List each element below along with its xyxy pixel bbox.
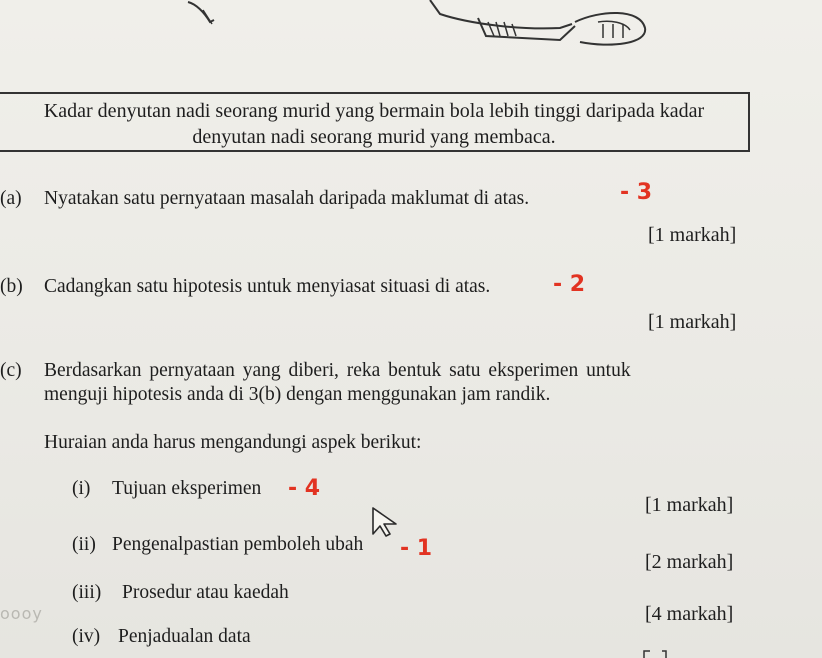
item-iv-text: Penjadualan data <box>118 626 251 647</box>
question-c-line-1: Berdasarkan pernyataan yang diberi, reka bentuk satu eksperimen untuk <box>44 360 631 381</box>
bleed-through-text: oooy <box>0 604 43 623</box>
question-b-label: (b) <box>0 276 23 297</box>
item-ii-label: (ii) <box>72 534 96 555</box>
question-b-text: Cadangkan satu hipotesis untuk menyiasat situasi di atas. <box>44 276 491 297</box>
question-c-line-2: menguji hipotesis anda di 3(b) dengan menggunakan jam randik. <box>44 384 551 405</box>
handwritten-annotation-b: - 2 <box>553 272 586 297</box>
item-iii-text: Prosedur atau kaedah <box>122 582 289 603</box>
item-ii-mark: [2 markah] <box>645 551 734 573</box>
question-a-mark: [1 markah] <box>648 224 737 246</box>
handwritten-annotation-ii: - 1 <box>400 536 433 561</box>
scenario-line-2: denyutan nadi seorang murid yang membaca. <box>192 126 556 148</box>
item-iii-mark: [4 markah] <box>645 603 734 625</box>
scenario-info-box <box>0 92 750 152</box>
handwritten-annotation-i: - 4 <box>288 476 321 501</box>
item-iii-label: (iii) <box>72 582 102 603</box>
item-iv-label: (iv) <box>72 626 101 647</box>
item-i-mark: [1 markah] <box>645 494 734 516</box>
mouse-cursor-icon <box>370 506 404 538</box>
item-i-label: (i) <box>72 478 91 499</box>
scenario-line-1: Kadar denyutan nadi seorang murid yang bermain bola lebih tinggi daripada kadar <box>43 100 705 122</box>
sneaker-and-book-sketch-icon <box>0 0 822 92</box>
question-b-mark: [1 markah] <box>648 311 737 333</box>
question-c-label: (c) <box>0 360 22 381</box>
item-ii-text: Pengenalpastian pemboleh ubah <box>112 534 364 555</box>
question-c-instruction: Huraian anda harus mengandungi aspek berikut: <box>44 432 422 453</box>
item-i-text: Tujuan eksperimen <box>112 478 262 499</box>
question-a-text: Nyatakan satu pernyataan masalah daripada maklumat di atas. <box>44 188 530 209</box>
question-a-label: (a) <box>0 188 22 209</box>
cropped-mark-bracket <box>640 648 670 658</box>
handwritten-annotation-a: - 3 <box>620 180 653 205</box>
